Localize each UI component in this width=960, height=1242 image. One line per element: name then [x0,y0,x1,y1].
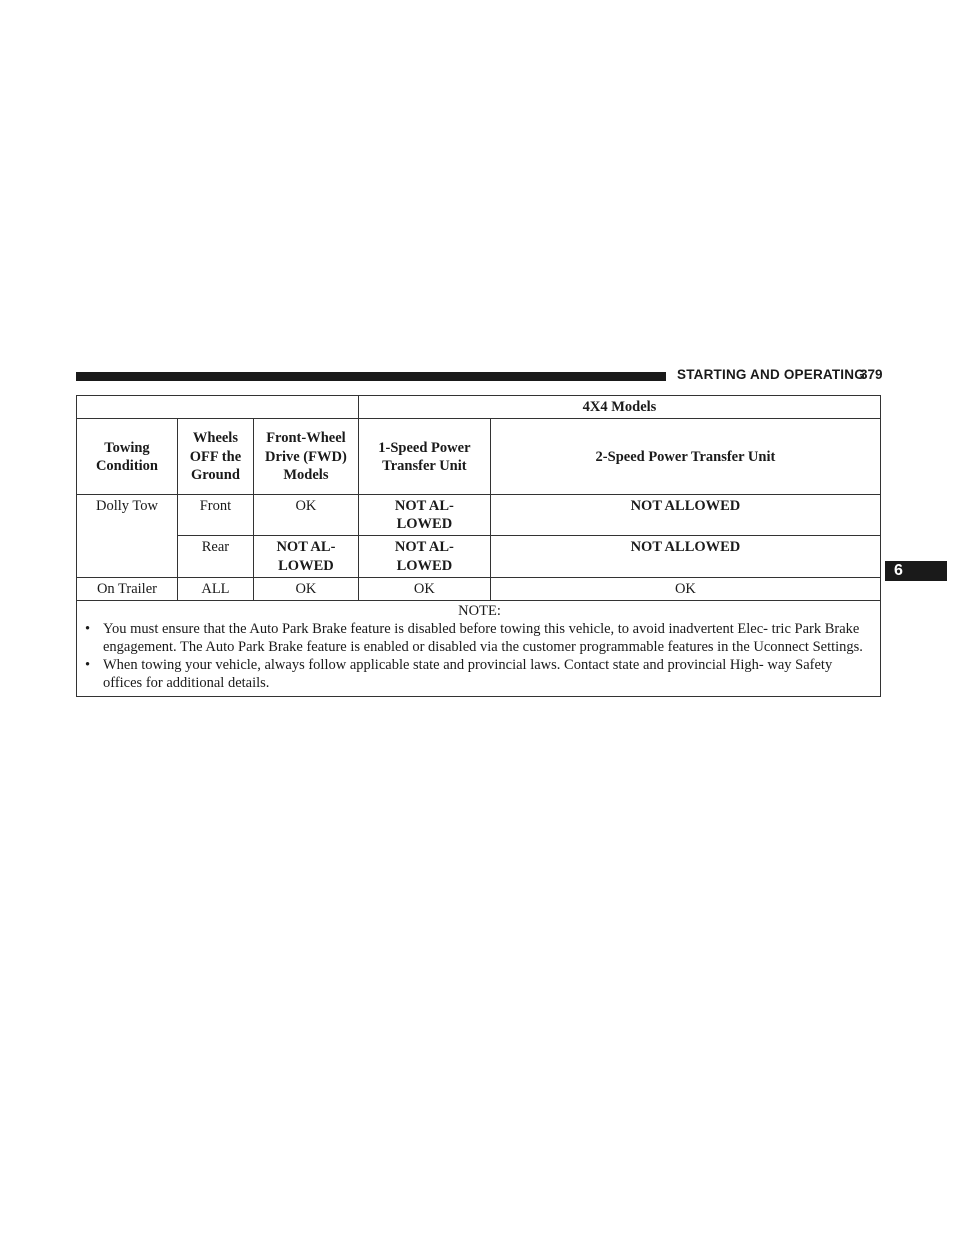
cell-wheels: Rear [177,536,253,577]
section-title: STARTING AND OPERATING [677,367,865,382]
cell-condition: Dolly Tow [77,495,178,578]
note-cell [77,600,881,697]
table-header-row [77,419,881,495]
cell-fwd: NOT AL- LOWED [253,536,358,577]
group-header-4x4: 4X4 Models [358,396,880,419]
col-header-1-speed: 1-Speed Power Transfer Unit [358,419,490,495]
note-title: NOTE: [458,602,501,619]
cell-wheels: Front [177,495,253,536]
cell-2-speed: OK [490,577,880,600]
cell-2-speed: NOT ALLOWED [490,495,880,536]
col-header-2-speed: 2-Speed Power Transfer Unit [490,419,880,495]
col-header-towing-condition: Towing Condition [77,419,178,495]
bullet-icon: • [85,620,91,637]
note-bullet [85,620,874,656]
cell-condition: On Trailer [77,577,178,600]
cell-fwd: OK [253,577,358,600]
table-group-header-row [77,396,881,419]
note-row [77,600,881,697]
col-header-fwd-models: Front-Wheel Drive (FWD) Models [253,419,358,495]
cell-1-speed: OK [358,577,490,600]
towing-table [76,395,881,697]
table-row [77,536,881,577]
page-number: 379 [860,367,883,382]
cell-fwd: OK [253,495,358,536]
cell-wheels: ALL [177,577,253,600]
note-bullet-text: When towing your vehicle, always follow applicable state and provincial laws. Contact state and provincial High- way Safety offices for additional details. [103,657,833,692]
note-bullet-text: You must ensure that the Auto Park Brake feature is disabled before towing this vehicle, to avoid inadvertent Elec- tric Park Brake engagement. The Auto Park Brake feature is enabled or disabled via the customer programmable features in the Uconnect Settings. [103,620,863,655]
col-header-wheels-off: Wheels OFF the Ground [177,419,253,495]
cell-1-speed: NOT AL- LOWED [358,536,490,577]
header-rule [76,372,666,381]
table-row [77,577,881,600]
table-row [77,495,881,536]
note-bullet [85,656,874,692]
bullet-icon: • [85,657,91,674]
cell-2-speed: NOT ALLOWED [490,536,880,577]
chapter-tab: 6 [885,561,947,581]
cell-1-speed: NOT AL- LOWED [358,495,490,536]
empty-header-cell [77,396,359,419]
